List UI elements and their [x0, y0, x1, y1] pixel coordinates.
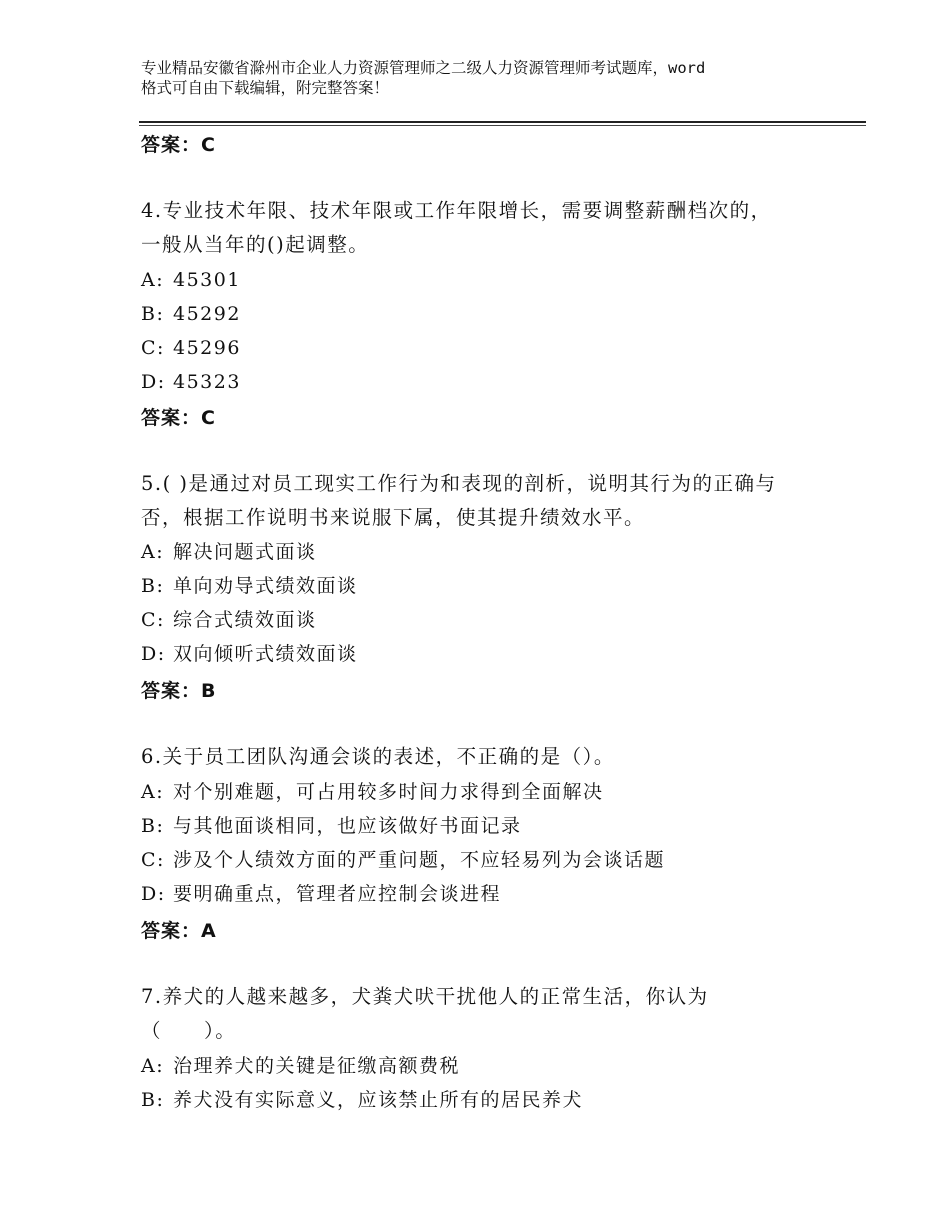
answer-line: [141, 403, 216, 430]
option-a: [141, 539, 317, 565]
answer-label: 答案：: [141, 407, 202, 429]
option-text: 与其他面谈相同，也应该做好书面记录: [173, 815, 522, 837]
option-text: 要明确重点，管理者应控制会谈进程: [173, 883, 502, 905]
option-text: 治理养犬的关键是征缴高额费税: [173, 1055, 461, 1077]
option-a: [141, 1053, 460, 1079]
question-stem: 一般从当年的()起调整。: [141, 233, 370, 256]
option-b: [141, 573, 358, 599]
option-b: [141, 1087, 583, 1113]
option-d: [141, 881, 501, 907]
option-c: [141, 847, 665, 873]
option-c: [141, 607, 317, 633]
option-a: [141, 267, 241, 293]
answer-value: A: [201, 920, 217, 942]
answer-value: C: [201, 407, 216, 429]
option-key: C:: [141, 609, 165, 631]
option-text: 解决问题式面谈: [173, 541, 317, 563]
option-key: C:: [141, 337, 165, 359]
question-stem: 否，根据工作说明书来说服下属，使其提升绩效水平。: [141, 506, 646, 529]
answer-line: [141, 676, 217, 703]
option-key: D:: [141, 883, 166, 905]
option-text: 45323: [173, 371, 241, 393]
option-d: [141, 369, 241, 395]
option-text: 45301: [173, 269, 241, 291]
option-key: B:: [141, 1089, 165, 1111]
answer-label: 答案：: [141, 680, 202, 702]
option-b: [141, 301, 241, 327]
option-c: [141, 335, 241, 361]
document-header: [141, 58, 831, 98]
option-text: 对个别难题，可占用较多时间力求得到全面解决: [173, 781, 604, 803]
option-key: A:: [141, 1055, 165, 1077]
answer-value: B: [201, 680, 217, 702]
option-text: 养犬没有实际意义，应该禁止所有的居民养犬: [173, 1089, 584, 1111]
header-line-1: 专业精品安徽省滁州市企业人力资源管理师之二级人力资源管理师考试题库，word: [141, 59, 706, 77]
answer-label: 答案：: [141, 134, 202, 156]
option-key: A:: [141, 541, 165, 563]
option-key: C:: [141, 849, 165, 871]
option-key: B:: [141, 303, 165, 325]
option-key: A:: [141, 781, 165, 803]
option-text: 45296: [173, 337, 241, 359]
option-a: [141, 779, 604, 805]
question-stem: （ ）。: [141, 1019, 237, 1042]
option-key: A:: [141, 269, 165, 291]
option-b: [141, 813, 522, 839]
option-text: 45292: [173, 303, 241, 325]
option-key: D:: [141, 643, 166, 665]
option-text: 综合式绩效面谈: [173, 609, 317, 631]
option-text: 单向劝导式绩效面谈: [173, 575, 358, 597]
option-text: 双向倾听式绩效面谈: [173, 643, 358, 665]
option-text: 涉及个人绩效方面的严重问题，不应轻易列为会谈话题: [173, 849, 666, 871]
header-line-2: 格式可自由下载编辑，附完整答案！: [141, 79, 390, 97]
answer-value: C: [201, 134, 216, 156]
question-stem: 7.养犬的人越来越多，犬粪犬吠干扰他人的正常生活，你认为: [141, 985, 709, 1008]
question-stem: 4.专业技术年限、技术年限或工作年限增长，需要调整薪酬档次的，: [141, 199, 772, 222]
question-stem: 5.( )是通过对员工现实工作行为和表现的剖析，说明其行为的正确与: [141, 472, 777, 495]
answer-label: 答案：: [141, 920, 202, 942]
option-key: B:: [141, 815, 165, 837]
option-key: B:: [141, 575, 165, 597]
header-rule: [139, 121, 866, 123]
question-stem: 6.关于员工团队沟通会谈的表述，不正确的是（）。: [141, 745, 615, 768]
header-rule-thin: [139, 125, 866, 126]
option-d: [141, 641, 358, 667]
option-key: D:: [141, 371, 166, 393]
answer-line: [141, 130, 216, 157]
answer-line: [141, 916, 217, 943]
